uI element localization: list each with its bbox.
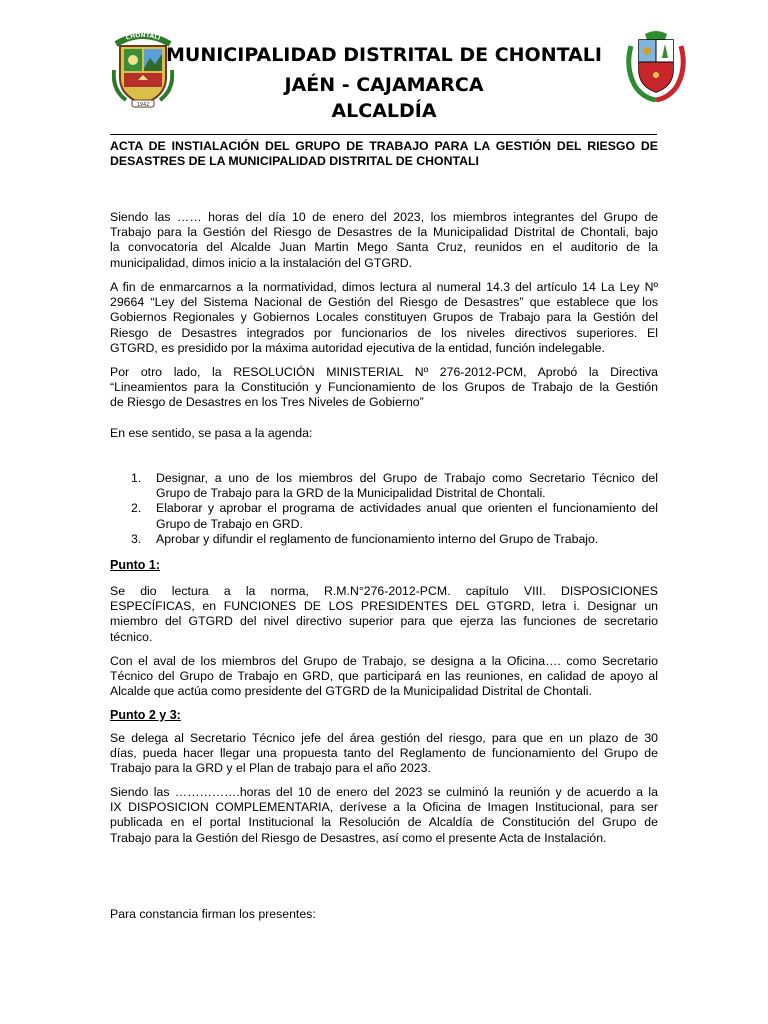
text-line: días, pueda hacer llegar una propuesta tanto del Reglamento de funcionamiento del Grupo de bbox=[110, 746, 658, 761]
agenda-list bbox=[110, 471, 658, 547]
text-line: Siendo las …………….horas del 10 de enero del 2023 se culminó la reunión y de acuerdo a la bbox=[110, 785, 658, 799]
text-line: la convocatoria del Alcalde Juan Martin Mego Santa Cruz, reunidos en el auditorio de la bbox=[110, 240, 658, 255]
text-line: Gobiernos Regionales y Gobiernos Locales constituyen Grupos de Trabajo para la Gestión del bbox=[110, 310, 658, 325]
list-item bbox=[110, 501, 658, 531]
text-line: Grupo de Trabajo para la GRD de la Municipalidad Distrital de Chontali. bbox=[156, 486, 546, 501]
text-line: 29664 “Ley del Sistema Nacional de Gestión del Riesgo de Desastres” que establece que los bbox=[110, 295, 658, 310]
text-line: “Lineamientos para la Constitución y Funcionamiento de los Grupos de Trabajo de la Gestión bbox=[110, 380, 658, 395]
peru-coat-of-arms-icon bbox=[625, 28, 687, 102]
text-line: Se delega al Secretario Técnico jefe del área gestión del riesgo, para que en un plazo de 30 bbox=[110, 731, 658, 745]
text-line: Trabajo para la Gestión del Riesgo de Desastres, así como el presente Acta de Instalación. bbox=[110, 830, 607, 845]
text-line: técnico. bbox=[110, 629, 153, 644]
text-line: Con el aval de los miembros del Grupo de Trabajo, se designa a la Oficina…. como Secretario bbox=[110, 654, 658, 668]
svg-text:CHONTALI bbox=[125, 32, 161, 42]
paragraph-punto-2-3 bbox=[110, 731, 658, 777]
list-number: 2. bbox=[131, 501, 142, 516]
list-item bbox=[110, 471, 658, 501]
municipality-name: MUNICIPALIDAD DISTRITAL DE CHONTALI bbox=[166, 44, 602, 66]
text-line: Aprobar y difundir el reglamento de funcionamiento interno del Grupo de Trabajo. bbox=[156, 531, 599, 546]
text-line: A fin de enmarcarnos a la normatividad, dimos lectura al numeral 14.3 del artículo 14 La Ley Nº bbox=[110, 280, 658, 294]
text-line: Elaborar y aprobar el programa de actividades anual que orienten el funcionamiento del bbox=[156, 501, 658, 516]
text-line: Se dio lectura a la norma, R.M.N°276-2012-PCM. capítulo VIII. DISPOSICIONES bbox=[110, 584, 658, 598]
paragraph-closing bbox=[110, 785, 658, 846]
text-line: GTGRD, es presidido por la máxima autoridad ejecutiva de la entidad, función indelegable. bbox=[110, 340, 605, 355]
paragraph-designation bbox=[110, 654, 658, 700]
logo-arc-text: CHONTALI bbox=[124, 31, 162, 42]
letterhead bbox=[0, 0, 768, 125]
header-divider bbox=[110, 134, 657, 135]
paragraph-agenda-intro bbox=[110, 426, 658, 441]
text-line: de Riesgo de Desastres en los Tres Niveles de Gobierno” bbox=[110, 395, 424, 410]
text-line: IX DISPOSICION COMPLEMENTARIA, derívese a la Oficina de Imagen Institucional, para ser bbox=[110, 800, 658, 815]
text-line: ESPECÍFICAS, en FUNCIONES DE LOS PRESIDENTES DEL GTGRD, letra i. Designar un bbox=[110, 599, 658, 614]
text-line: publicada en el portal Institucional la Resolución de Alcaldía de Constitución del Grupo de bbox=[110, 815, 658, 830]
text-line: Trabajo para la GRD y el Plan de trabajo para el año 2023. bbox=[110, 761, 431, 776]
title-line: DESASTRES DE LA MUNICIPALIDAD DISTRITAL DE CHONTALI bbox=[110, 154, 479, 168]
text-line: Alcalde que actúa como presidente del GTGRD de la Municipalidad Distrital de Chontali. bbox=[110, 684, 592, 699]
text-line: Para constancia firman los presentes: bbox=[110, 907, 316, 921]
logo-year: 1942 bbox=[136, 102, 150, 108]
list-number: 1. bbox=[131, 471, 142, 485]
paragraph-signatures-intro bbox=[110, 907, 658, 922]
text-line: miembro del GTGRD del nivel directivo superior para que ejerza las funciones de secretario bbox=[110, 614, 658, 629]
title-line: ACTA DE INSTIALACIÓN DEL GRUPO DE TRABAJO PARA LA GESTIÓN DEL RIESGO DE bbox=[110, 139, 658, 153]
text-line: Trabajo para la Gestión del Riesgo de Desastres de la Municipalidad Distrital de Chontali, bajo bbox=[110, 225, 658, 240]
list-item bbox=[110, 532, 658, 547]
text-line: En ese sentido, se pasa a la agenda: bbox=[110, 426, 313, 440]
document-title bbox=[110, 139, 658, 169]
text-line: Riesgo de Desastres integrados por funcionarios de los niveles directivos superiores. El bbox=[110, 325, 658, 340]
section-heading-punto-2-3: Punto 2 y 3: bbox=[110, 708, 181, 722]
text-line: municipalidad, dimos inicio a la instalación del GTGRD. bbox=[110, 255, 413, 270]
text-line: Técnico del Grupo de Trabajo en GRD, que participará en las reuniones, en calidad de apoyo al bbox=[110, 669, 658, 684]
text-line: Por otro lado, la RESOLUCIÓN MINISTERIAL Nº 276-2012-PCM, Aprobó la Directiva bbox=[110, 365, 658, 379]
list-number: 3. bbox=[131, 531, 142, 546]
paragraph-resolution bbox=[110, 365, 658, 411]
text-line: Grupo de Trabajo en GRD. bbox=[156, 516, 303, 531]
paragraph-normativity bbox=[110, 280, 658, 356]
paragraph-opening bbox=[110, 210, 658, 271]
municipality-location: JAÉN - CAJAMARCA bbox=[284, 74, 484, 96]
section-heading-punto-1: Punto 1: bbox=[110, 558, 160, 572]
paragraph-punto-1 bbox=[110, 584, 658, 645]
text-line: Designar, a uno de los miembros del Grupo de Trabajo como Secretario Técnico del bbox=[156, 471, 658, 485]
text-line: Siendo las …… horas del día 10 de enero del 2023, los miembros integrantes del Grupo de bbox=[110, 210, 658, 224]
office-name: ALCALDÍA bbox=[331, 100, 437, 122]
